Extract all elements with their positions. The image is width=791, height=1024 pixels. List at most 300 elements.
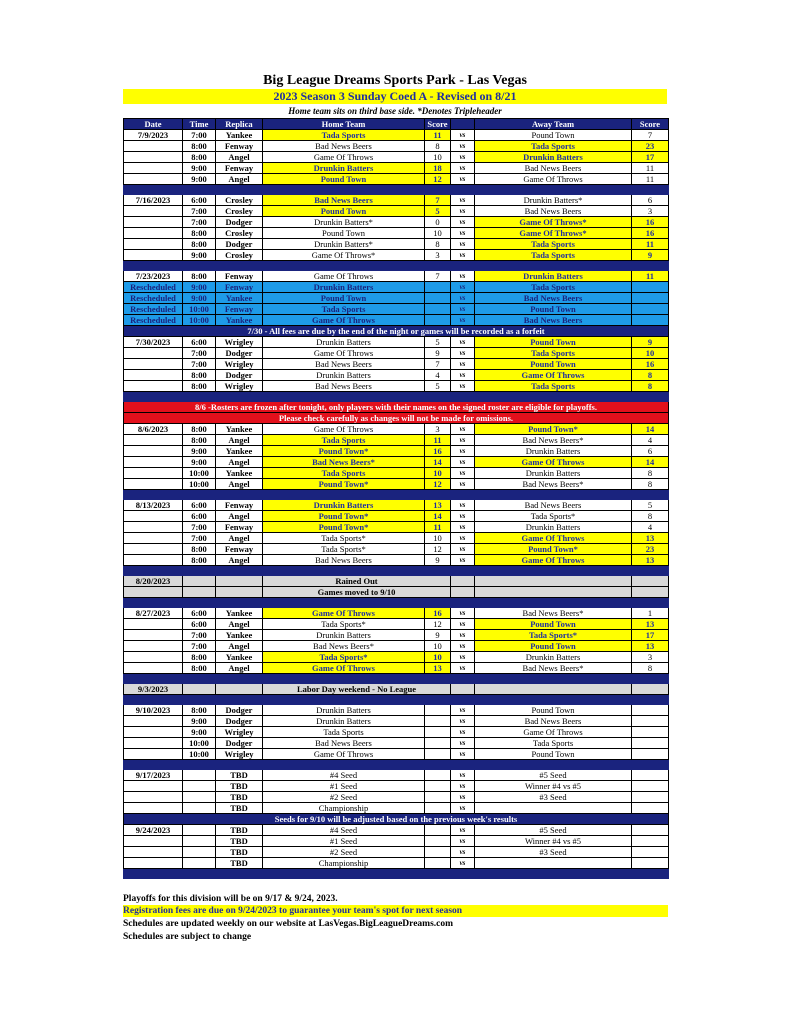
- game-vs: vs: [451, 130, 475, 141]
- game-time: 9:00: [183, 446, 216, 457]
- game-home-team: Game Of Throws: [263, 663, 425, 674]
- game-home-score: 7: [425, 271, 451, 282]
- table-header-row: [124, 119, 669, 130]
- game-away-team: Tada Sports: [475, 381, 632, 392]
- game-away-team: Game Of Throws: [475, 174, 632, 185]
- game-away-score: 4: [632, 435, 669, 446]
- game-date: [124, 803, 183, 814]
- game-vs: vs: [451, 239, 475, 250]
- game-date: [124, 217, 183, 228]
- game-home-score: [425, 749, 451, 760]
- season-subtitle: 2023 Season 3 Sunday Coed A - Revised on 8/21: [123, 89, 667, 104]
- game-away-team: [475, 576, 632, 587]
- game-home-team: #4 Seed: [263, 770, 425, 781]
- game-home-score: [425, 293, 451, 304]
- game-row: [124, 727, 669, 738]
- game-time: 7:00: [183, 641, 216, 652]
- game-row: [124, 381, 669, 392]
- game-replica: Dodger: [216, 217, 263, 228]
- game-replica: Wrigley: [216, 727, 263, 738]
- game-row: [124, 641, 669, 652]
- page-title: Big League Dreams Sports Park - Las Vegas: [263, 73, 527, 88]
- game-vs: vs: [451, 533, 475, 544]
- game-replica: Angel: [216, 641, 263, 652]
- game-away-team: Bad News Beers: [475, 315, 632, 326]
- game-time: 6:00: [183, 500, 216, 511]
- roster-notice-row: [124, 402, 669, 413]
- game-home-score: 16: [425, 608, 451, 619]
- game-vs: vs: [451, 282, 475, 293]
- game-time: 10:00: [183, 468, 216, 479]
- game-row: [124, 652, 669, 663]
- game-time: 9:00: [183, 727, 216, 738]
- game-home-score: 8: [425, 239, 451, 250]
- game-time: 8:00: [183, 663, 216, 674]
- game-time: 6:00: [183, 337, 216, 348]
- game-home-score: [425, 781, 451, 792]
- game-time: 9:00: [183, 282, 216, 293]
- game-replica: Angel: [216, 511, 263, 522]
- game-time: 9:00: [183, 163, 216, 174]
- separator-row: [124, 674, 669, 684]
- change-note: Schedules are subject to change: [123, 932, 252, 942]
- game-home-score: 3: [425, 250, 451, 261]
- game-date: [124, 652, 183, 663]
- game-vs: vs: [451, 858, 475, 869]
- game-away-team: Drunkin Batters*: [475, 195, 632, 206]
- game-away-team: Bad News Beers*: [475, 435, 632, 446]
- game-away-score: 8: [632, 381, 669, 392]
- game-time: 8:00: [183, 239, 216, 250]
- game-home-score: [425, 847, 451, 858]
- game-row: [124, 738, 669, 749]
- game-home-score: 9: [425, 348, 451, 359]
- game-home-team: #1 Seed: [263, 836, 425, 847]
- game-home-team: Drunkin Batters: [263, 163, 425, 174]
- game-vs: vs: [451, 836, 475, 847]
- game-replica: Angel: [216, 174, 263, 185]
- game-vs: vs: [451, 370, 475, 381]
- game-away-score: [632, 770, 669, 781]
- game-home-score: 0: [425, 217, 451, 228]
- game-away-score: [632, 576, 669, 587]
- game-vs: vs: [451, 825, 475, 836]
- game-away-team: Bad News Beers*: [475, 479, 632, 490]
- separator-cell: [124, 566, 669, 576]
- game-replica: Crosley: [216, 228, 263, 239]
- game-date: [124, 141, 183, 152]
- game-home-team: Drunkin Batters*: [263, 217, 425, 228]
- game-vs: vs: [451, 141, 475, 152]
- game-away-score: 8: [632, 370, 669, 381]
- game-vs: vs: [451, 381, 475, 392]
- game-time: 8:00: [183, 271, 216, 282]
- game-replica: Angel: [216, 533, 263, 544]
- game-away-team: Tada Sports*: [475, 511, 632, 522]
- game-away-score: 9: [632, 337, 669, 348]
- game-away-team: Pound Town: [475, 619, 632, 630]
- game-away-score: 5: [632, 500, 669, 511]
- game-date: [124, 619, 183, 630]
- game-home-team: Game Of Throws: [263, 348, 425, 359]
- separator-row: [124, 869, 669, 879]
- game-time: 8:00: [183, 555, 216, 566]
- game-row: [124, 130, 669, 141]
- game-date: [124, 250, 183, 261]
- game-date: [124, 738, 183, 749]
- game-row: [124, 749, 669, 760]
- game-away-team: Winner #4 vs #5: [475, 781, 632, 792]
- game-home-team: Pound Town*: [263, 446, 425, 457]
- game-replica: Fenway: [216, 271, 263, 282]
- game-time: 7:00: [183, 206, 216, 217]
- game-time: [183, 770, 216, 781]
- game-replica: Fenway: [216, 544, 263, 555]
- game-away-team: #3 Seed: [475, 847, 632, 858]
- game-replica: Yankee: [216, 130, 263, 141]
- game-row: [124, 424, 669, 435]
- separator-cell: [124, 674, 669, 684]
- playoffs-note: Playoffs for this division will be on 9/17 & 9/24, 2023.: [123, 894, 338, 904]
- game-vs: [451, 587, 475, 598]
- game-time: [183, 792, 216, 803]
- game-home-score: 7: [425, 195, 451, 206]
- game-home-score: [425, 738, 451, 749]
- banner-text: 7/30 - All fees are due by the end of the night or games will be recorded as a forfeit: [124, 326, 669, 337]
- game-home-score: 9: [425, 555, 451, 566]
- separator-cell: [124, 869, 669, 879]
- separator-row: [124, 598, 669, 608]
- game-date: [124, 749, 183, 760]
- game-away-score: 11: [632, 271, 669, 282]
- game-away-score: 17: [632, 630, 669, 641]
- game-row: [124, 500, 669, 511]
- game-date: 8/13/2023: [124, 500, 183, 511]
- game-home-score: 5: [425, 337, 451, 348]
- game-row: [124, 206, 669, 217]
- rescheduled-game-row: [124, 282, 669, 293]
- game-home-team: Pound Town: [263, 293, 425, 304]
- game-time: 6:00: [183, 619, 216, 630]
- game-away-score: [632, 293, 669, 304]
- game-replica: TBD: [216, 836, 263, 847]
- game-row: [124, 522, 669, 533]
- game-home-team: Drunkin Batters: [263, 705, 425, 716]
- game-home-team: Pound Town*: [263, 479, 425, 490]
- game-date: Rescheduled: [124, 315, 183, 326]
- game-vs: vs: [451, 803, 475, 814]
- roster-notice-text: Please check carefully as changes will not be made for omissions.: [124, 413, 669, 424]
- game-vs: vs: [451, 315, 475, 326]
- game-time: 9:00: [183, 174, 216, 185]
- game-row: [124, 217, 669, 228]
- game-time: 8:00: [183, 228, 216, 239]
- game-away-score: 1: [632, 608, 669, 619]
- game-row: [124, 163, 669, 174]
- game-away-team: Tada Sports: [475, 239, 632, 250]
- game-vs: vs: [451, 663, 475, 674]
- game-replica: Angel: [216, 555, 263, 566]
- game-away-score: [632, 749, 669, 760]
- game-home-team: Game Of Throws*: [263, 250, 425, 261]
- banner-text: Seeds for 9/10 will be adjusted based on the previous week's results: [124, 814, 669, 825]
- game-row: [124, 195, 669, 206]
- game-time: 9:00: [183, 457, 216, 468]
- game-row: [124, 435, 669, 446]
- game-away-score: 13: [632, 619, 669, 630]
- game-replica: [216, 587, 263, 598]
- game-date: [124, 663, 183, 674]
- game-replica: Yankee: [216, 652, 263, 663]
- game-home-team: Bad News Beers: [263, 738, 425, 749]
- game-date: [124, 630, 183, 641]
- game-home-score: [425, 792, 451, 803]
- game-home-team: Bad News Beers: [263, 195, 425, 206]
- game-home-score: 12: [425, 174, 451, 185]
- game-home-score: 13: [425, 500, 451, 511]
- game-date: [124, 641, 183, 652]
- game-home-team: Tada Sports*: [263, 544, 425, 555]
- game-replica: Fenway: [216, 522, 263, 533]
- game-away-team: Game Of Throws*: [475, 217, 632, 228]
- game-replica: Angel: [216, 435, 263, 446]
- game-home-score: 7: [425, 359, 451, 370]
- game-date: 9/10/2023: [124, 705, 183, 716]
- game-replica: Yankee: [216, 608, 263, 619]
- game-away-score: 13: [632, 555, 669, 566]
- game-date: [124, 370, 183, 381]
- game-date: [124, 511, 183, 522]
- game-away-score: 6: [632, 195, 669, 206]
- game-time: 8:00: [183, 652, 216, 663]
- game-home-team: Tada Sports: [263, 468, 425, 479]
- game-replica: TBD: [216, 847, 263, 858]
- game-vs: vs: [451, 271, 475, 282]
- game-home-score: 10: [425, 641, 451, 652]
- game-date: [124, 792, 183, 803]
- game-home-team: Championship: [263, 858, 425, 869]
- game-time: 10:00: [183, 315, 216, 326]
- game-date: [124, 348, 183, 359]
- game-vs: vs: [451, 792, 475, 803]
- separator-cell: [124, 185, 669, 195]
- game-replica: Dodger: [216, 716, 263, 727]
- game-replica: Yankee: [216, 468, 263, 479]
- notice-row: [124, 576, 669, 587]
- game-home-score: [425, 716, 451, 727]
- game-date: [124, 468, 183, 479]
- game-vs: vs: [451, 705, 475, 716]
- game-time: [183, 825, 216, 836]
- game-vs: vs: [451, 359, 475, 370]
- game-time: 7:00: [183, 630, 216, 641]
- game-away-score: 14: [632, 457, 669, 468]
- game-time: 6:00: [183, 608, 216, 619]
- game-home-score: 11: [425, 435, 451, 446]
- game-replica: Wrigley: [216, 337, 263, 348]
- game-replica: Wrigley: [216, 749, 263, 760]
- game-replica: Yankee: [216, 446, 263, 457]
- game-away-team: Pound Town: [475, 705, 632, 716]
- game-home-score: 4: [425, 370, 451, 381]
- game-home-team: Tada Sports: [263, 304, 425, 315]
- game-vs: vs: [451, 228, 475, 239]
- game-replica: Dodger: [216, 370, 263, 381]
- game-away-score: [632, 803, 669, 814]
- game-vs: vs: [451, 337, 475, 348]
- game-replica: TBD: [216, 781, 263, 792]
- game-time: 7:00: [183, 217, 216, 228]
- game-home-team: Bad News Beers: [263, 141, 425, 152]
- game-vs: vs: [451, 641, 475, 652]
- game-home-score: 10: [425, 533, 451, 544]
- rescheduled-game-row: [124, 315, 669, 326]
- game-vs: vs: [451, 781, 475, 792]
- game-home-score: [425, 705, 451, 716]
- game-date: [124, 479, 183, 490]
- game-away-team: Pound Town: [475, 304, 632, 315]
- game-row: [124, 141, 669, 152]
- game-time: 7:00: [183, 348, 216, 359]
- game-home-team: Game Of Throws: [263, 152, 425, 163]
- game-time: 8:00: [183, 424, 216, 435]
- game-home-team: Game Of Throws: [263, 749, 425, 760]
- game-home-team: Game Of Throws: [263, 608, 425, 619]
- notice-row: [124, 684, 669, 695]
- game-row: [124, 228, 669, 239]
- game-home-score: [425, 825, 451, 836]
- game-vs: vs: [451, 738, 475, 749]
- game-replica: TBD: [216, 858, 263, 869]
- game-time: [183, 781, 216, 792]
- game-home-score: 12: [425, 544, 451, 555]
- notice-text: Labor Day weekend - No League: [263, 684, 451, 695]
- game-away-team: Bad News Beers*: [475, 608, 632, 619]
- game-time: 9:00: [183, 250, 216, 261]
- roster-notice-text: 8/6 -Rosters are frozen after tonight, only players with their names on the signed roster are eligible for playoffs.: [124, 402, 669, 413]
- game-date: [124, 587, 183, 598]
- game-time: 7:00: [183, 533, 216, 544]
- game-home-score: 16: [425, 446, 451, 457]
- game-replica: Wrigley: [216, 381, 263, 392]
- game-row: [124, 370, 669, 381]
- game-home-score: [425, 282, 451, 293]
- game-row: [124, 174, 669, 185]
- game-date: 8/20/2023: [124, 576, 183, 587]
- game-vs: vs: [451, 293, 475, 304]
- game-vs: vs: [451, 304, 475, 315]
- game-date: [124, 781, 183, 792]
- game-home-score: 12: [425, 619, 451, 630]
- game-time: 7:00: [183, 130, 216, 141]
- game-date: 9/3/2023: [124, 684, 183, 695]
- game-row: [124, 348, 669, 359]
- game-time: [183, 858, 216, 869]
- game-home-team: Tada Sports: [263, 727, 425, 738]
- game-replica: TBD: [216, 803, 263, 814]
- game-replica: Yankee: [216, 424, 263, 435]
- game-row: [124, 825, 669, 836]
- game-home-score: 10: [425, 652, 451, 663]
- game-away-team: #5 Seed: [475, 825, 632, 836]
- game-home-team: Pound Town: [263, 174, 425, 185]
- game-home-score: 18: [425, 163, 451, 174]
- separator-cell: [124, 392, 669, 402]
- separator-row: [124, 695, 669, 705]
- game-replica: TBD: [216, 825, 263, 836]
- game-row: [124, 847, 669, 858]
- game-away-score: 9: [632, 250, 669, 261]
- game-replica: Fenway: [216, 282, 263, 293]
- game-vs: vs: [451, 749, 475, 760]
- game-date: 7/16/2023: [124, 195, 183, 206]
- game-date: 7/23/2023: [124, 271, 183, 282]
- game-away-team: Bad News Beers: [475, 206, 632, 217]
- game-home-score: [425, 803, 451, 814]
- website-note: Schedules are updated weekly on our website at LasVegas.BigLeagueDreams.com: [123, 919, 454, 929]
- game-away-team: [475, 803, 632, 814]
- game-away-team: Bad News Beers*: [475, 663, 632, 674]
- game-away-team: Pound Town: [475, 359, 632, 370]
- game-time: 8:00: [183, 705, 216, 716]
- game-away-team: Tada Sports: [475, 250, 632, 261]
- game-replica: Yankee: [216, 630, 263, 641]
- game-away-score: 16: [632, 217, 669, 228]
- game-away-score: [632, 705, 669, 716]
- game-time: 10:00: [183, 738, 216, 749]
- game-away-team: Game Of Throws: [475, 457, 632, 468]
- game-row: [124, 359, 669, 370]
- game-vs: vs: [451, 152, 475, 163]
- game-vs: vs: [451, 770, 475, 781]
- game-row: [124, 630, 669, 641]
- separator-row: [124, 261, 669, 271]
- game-away-score: [632, 825, 669, 836]
- game-home-team: Tada Sports: [263, 130, 425, 141]
- game-date: [124, 446, 183, 457]
- rescheduled-game-row: [124, 293, 669, 304]
- game-away-score: [632, 738, 669, 749]
- game-vs: vs: [451, 511, 475, 522]
- game-replica: Fenway: [216, 141, 263, 152]
- game-date: 8/6/2023: [124, 424, 183, 435]
- game-away-team: Bad News Beers: [475, 500, 632, 511]
- game-date: [124, 858, 183, 869]
- game-away-team: Pound Town: [475, 130, 632, 141]
- game-away-score: 13: [632, 641, 669, 652]
- game-away-score: 16: [632, 228, 669, 239]
- game-row: [124, 770, 669, 781]
- game-date: [124, 435, 183, 446]
- game-date: 7/9/2023: [124, 130, 183, 141]
- game-home-score: 8: [425, 141, 451, 152]
- game-home-team: Championship: [263, 803, 425, 814]
- game-replica: Crosley: [216, 206, 263, 217]
- game-home-team: Drunkin Batters: [263, 282, 425, 293]
- game-home-score: 5: [425, 381, 451, 392]
- game-time: 9:00: [183, 293, 216, 304]
- game-away-team: Bad News Beers: [475, 293, 632, 304]
- game-home-team: Tada Sports*: [263, 652, 425, 663]
- game-replica: Angel: [216, 663, 263, 674]
- separator-row: [124, 185, 669, 195]
- game-away-team: Tada Sports: [475, 738, 632, 749]
- game-vs: vs: [451, 195, 475, 206]
- game-vs: vs: [451, 424, 475, 435]
- game-row: [124, 446, 669, 457]
- game-home-team: Game Of Throws: [263, 424, 425, 435]
- game-away-team: Tada Sports*: [475, 630, 632, 641]
